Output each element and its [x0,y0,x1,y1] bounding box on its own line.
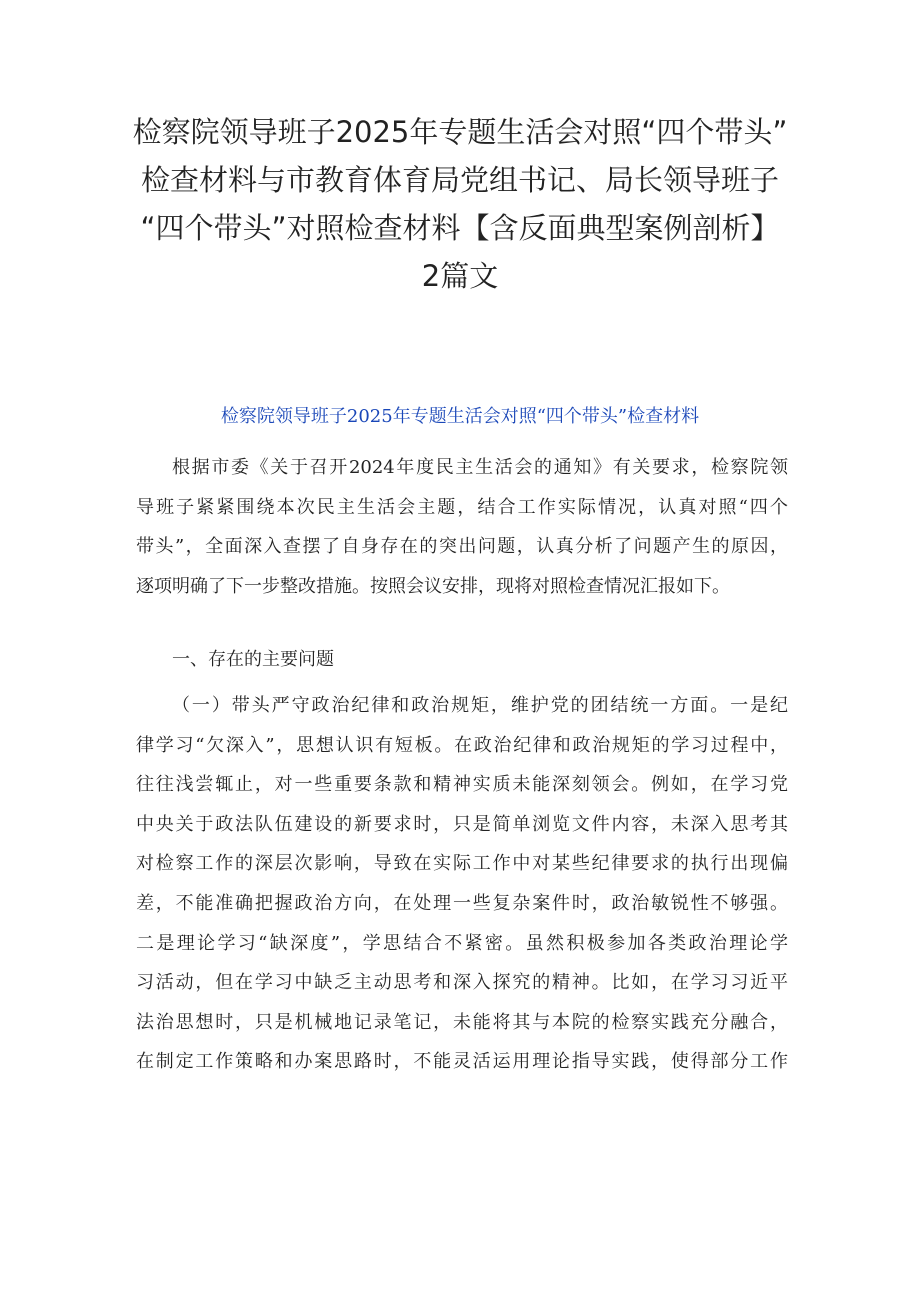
paragraph-line: 中央关于政法队伍建设的新要求时，只是简单浏览文件内容，未深入思考其 [136,813,788,835]
paragraph-line: （一）带头严守政治纪律和政治规矩，维护党的团结统一方面。一是纪 [172,695,788,716]
paragraph-line: 二是理论学习“缺深度”，学思结合不紧密。虽然积极参加各类政治理论学 [136,932,788,954]
paragraph-line: 律学习“欠深入”，思想认识有短板。在政治纪律和政治规矩的学习过程中， [136,734,788,756]
paragraph-line: 往往浅尝辄止，对一些重要条款和精神实质未能深刻领会。例如，在学习党 [136,774,788,796]
paragraph-line: 习活动，但在学习中缺乏主动思考和深入探究的精神。比如，在学习习近平 [136,972,788,994]
paragraph-line: 逐项明确了下一步整改措施。按照会议安排，现将对照检查情况汇报如下。 [136,575,730,597]
title-line: “四个带头”对照检查材料【含反面典型案例剖析】 [140,211,780,245]
section-heading: 一、存在的主要问题 [172,649,334,670]
title-line: 检察院领导班子2025年专题生活会对照“四个带头” [132,115,788,149]
problem-paragraph [136,686,788,1082]
paragraph-line: 在制定工作策略和办案思路时，不能灵活运用理论指导实践，使得部分工作 [136,1051,788,1073]
title-line: 2篇文 [421,259,499,293]
article-subtitle: 检察院领导班子2025年专题生活会对照“四个带头”检查材料 [220,406,700,427]
intro-paragraph [136,448,788,606]
document-title [130,108,790,300]
paragraph-line: 根据市委《关于召开2024年度民主生活会的通知》有关要求，检察院领 [172,457,788,478]
paragraph-line: 法治思想时，只是机械地记录笔记，未能将其与本院的检察实践充分融合， [136,1011,788,1033]
paragraph-line: 导班子紧紧围绕本次民主生活会主题，结合工作实际情况，认真对照“四个 [136,496,788,518]
title-line: 检查材料与市教育体育局党组书记、局长领导班子 [140,163,779,197]
paragraph-line: 带头”，全面深入查摆了自身存在的突出问题，认真分析了问题产生的原因， [136,536,788,558]
paragraph-line: 差，不能准确把握政治方向，在处理一些复杂案件时，政治敏锐性不够强。 [136,892,788,914]
paragraph-line: 对检察工作的深层次影响，导致在实际工作中对某些纪律要求的执行出现偏 [136,853,788,875]
